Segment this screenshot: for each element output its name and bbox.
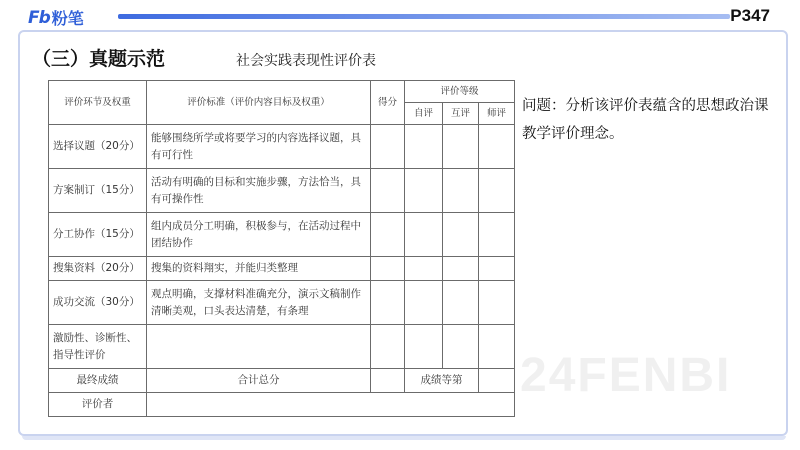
row-criteria	[147, 325, 371, 369]
header-peer: 互评	[443, 103, 479, 125]
row-criteria: 活动有明确的目标和实施步骤，方法恰当，具有可操作性	[147, 169, 371, 213]
final-score-row	[49, 369, 515, 393]
table-row	[49, 169, 515, 213]
self-cell	[405, 257, 443, 281]
self-cell	[405, 125, 443, 169]
peer-cell	[443, 213, 479, 257]
watermark: 24FENBI	[520, 349, 732, 402]
row-criteria: 能够围绕所学或将要学习的内容选择议题，具有可行性	[147, 125, 371, 169]
row-phase: 分工协作（15分）	[49, 213, 147, 257]
row-phase: 成功交流（30分）	[49, 281, 147, 325]
score-cell	[371, 257, 405, 281]
header-criteria: 评价标准（评价内容目标及权重）	[147, 81, 371, 125]
score-cell	[371, 213, 405, 257]
row-phase: 方案制订（15分）	[49, 169, 147, 213]
header-phase: 评价环节及权重	[49, 81, 147, 125]
score-cell	[371, 281, 405, 325]
table-row	[49, 325, 515, 369]
teacher-cell	[479, 213, 515, 257]
teacher-cell	[479, 281, 515, 325]
header-accent-bar	[118, 14, 730, 19]
teacher-cell	[479, 169, 515, 213]
teacher-cell	[479, 325, 515, 369]
peer-cell	[443, 281, 479, 325]
evaluator-label: 评价者	[49, 393, 147, 417]
logo-text: 粉笔	[51, 9, 84, 28]
row-criteria: 搜集的资料翔实，并能归类整理	[147, 257, 371, 281]
header-teacher: 师评	[479, 103, 515, 125]
table-row	[49, 125, 515, 169]
self-cell	[405, 213, 443, 257]
table-title: 社会实践表现性评价表	[236, 53, 376, 69]
logo-mark-icon: Fb	[28, 7, 50, 28]
self-cell	[405, 325, 443, 369]
peer-cell	[443, 125, 479, 169]
table-row	[49, 281, 515, 325]
score-cell	[371, 369, 405, 393]
self-cell	[405, 169, 443, 213]
score-cell	[371, 125, 405, 169]
row-criteria: 组内成员分工明确，积极参与，在活动过程中团结协作	[147, 213, 371, 257]
table-row	[49, 213, 515, 257]
header-self: 自评	[405, 103, 443, 125]
teacher-cell	[479, 125, 515, 169]
total-score-label: 合计总分	[147, 369, 371, 393]
self-cell	[405, 281, 443, 325]
evaluator-row	[49, 393, 515, 417]
teacher-cell	[479, 257, 515, 281]
peer-cell	[443, 325, 479, 369]
row-criteria: 观点明确，支撑材料准确充分，演示文稿制作清晰美观，口头表达清楚，有条理	[147, 281, 371, 325]
peer-cell	[443, 169, 479, 213]
grade-label: 成绩等第	[405, 369, 479, 393]
peer-cell	[443, 257, 479, 281]
final-score-label: 最终成绩	[49, 369, 147, 393]
table-row	[49, 257, 515, 281]
row-phase: 激励性、诊断性、指导性评价	[49, 325, 147, 369]
header-score: 得分	[371, 81, 405, 125]
score-cell	[371, 169, 405, 213]
header-level: 评价等级	[405, 81, 515, 103]
evaluator-cell	[147, 393, 515, 417]
row-phase: 选择议题（20分）	[49, 125, 147, 169]
fenbi-logo	[28, 6, 84, 29]
page-number: P347	[730, 6, 770, 25]
frame-shadow	[22, 436, 786, 440]
evaluation-table	[48, 80, 515, 417]
grade-cell	[479, 369, 515, 393]
row-phase: 搜集资料（20分）	[49, 257, 147, 281]
score-cell	[371, 325, 405, 369]
question-text: 问题：分析该评价表蕴含的思想政治课教学评价理念。	[522, 98, 769, 142]
section-title: （三）真题示范	[32, 48, 166, 70]
